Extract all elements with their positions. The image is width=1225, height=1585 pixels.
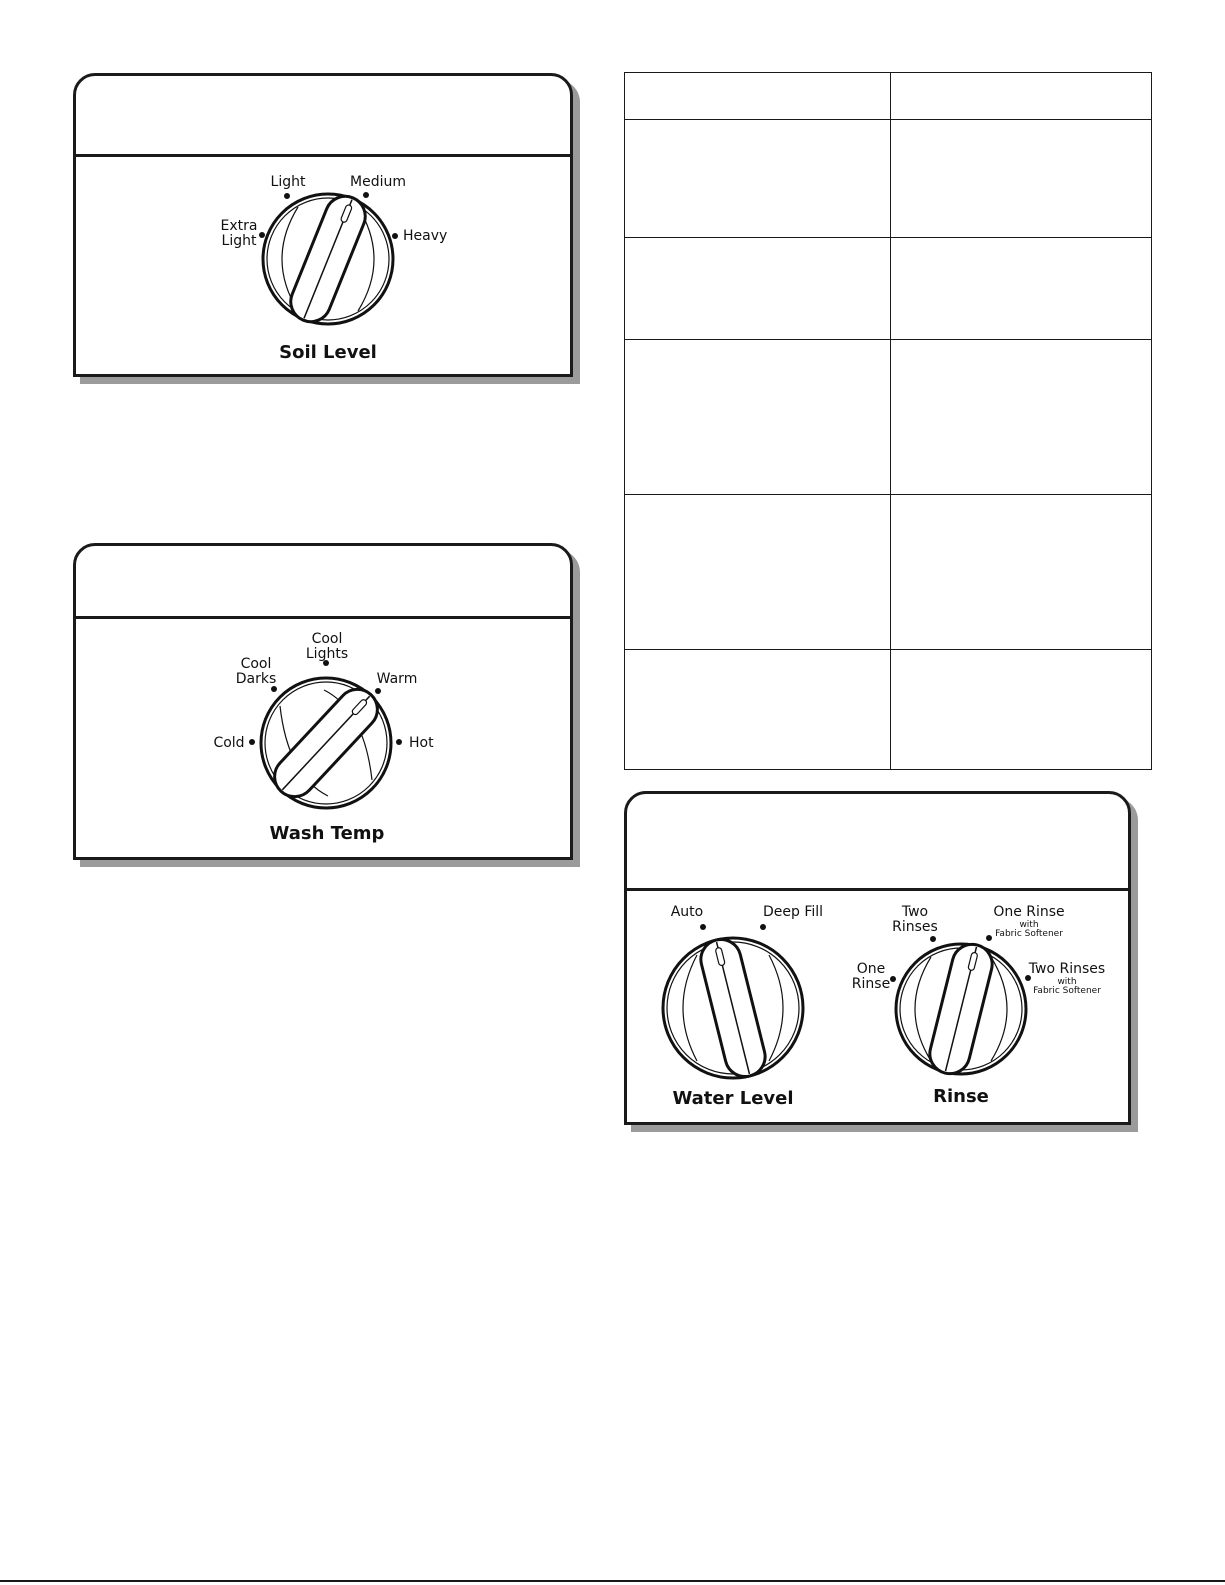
table-cell xyxy=(625,340,891,495)
option-hot: Hot xyxy=(409,735,434,751)
table-cell xyxy=(891,120,1152,238)
rinse-knob[interactable] xyxy=(896,940,1026,1078)
option-extra-light-2: Light xyxy=(221,233,257,249)
table-cell xyxy=(625,120,891,238)
option-extra-light-1: Extra xyxy=(220,218,258,234)
table-cell xyxy=(625,650,891,770)
option-cold: Cold xyxy=(213,735,245,751)
rinse-title: Rinse xyxy=(933,1086,989,1107)
wash-temp-knob[interactable] xyxy=(261,678,391,808)
soil-level-panel xyxy=(73,73,573,377)
soil-level-title: Soil Level xyxy=(279,342,377,363)
table-cell xyxy=(625,238,891,340)
table-cell xyxy=(625,73,891,120)
table-row xyxy=(625,340,1152,495)
table-row xyxy=(625,73,1152,120)
table-row xyxy=(625,238,1152,340)
option-one-rinse-2: Rinse xyxy=(851,976,891,992)
info-table xyxy=(624,72,1152,770)
option-deep-fill: Deep Fill xyxy=(762,904,824,920)
option-two-rinses-fs-3: Fabric Softener xyxy=(1033,986,1101,996)
option-two-rinses-fs-2: with xyxy=(1057,977,1077,987)
option-cool-lights-2: Lights xyxy=(305,646,349,662)
table-cell xyxy=(891,73,1152,120)
water-level-dots xyxy=(700,924,766,930)
table-cell xyxy=(891,650,1152,770)
option-cool-darks-2: Darks xyxy=(235,671,277,687)
table-cell xyxy=(891,340,1152,495)
option-one-rinse-fs-1: One Rinse xyxy=(993,904,1065,920)
option-auto: Auto xyxy=(670,904,704,920)
option-two-rinses-1: Two xyxy=(901,904,929,920)
soil-level-dial-graphic xyxy=(76,76,570,374)
table-row xyxy=(625,120,1152,238)
option-medium: Medium xyxy=(350,174,406,190)
table-row xyxy=(625,495,1152,650)
option-cool-lights-1: Cool xyxy=(311,631,343,647)
water-rinse-dial-graphic xyxy=(627,794,1128,1122)
option-warm: Warm xyxy=(376,671,418,687)
option-two-rinses-fs-1: Two Rinses xyxy=(1028,961,1106,977)
table-row xyxy=(625,650,1152,770)
water-rinse-panel xyxy=(624,791,1131,1125)
option-heavy: Heavy xyxy=(403,228,448,244)
option-one-rinse-fs-2: with xyxy=(1019,920,1039,930)
wash-temp-dial-graphic xyxy=(76,546,570,857)
wash-temp-panel xyxy=(73,543,573,860)
water-level-title: Water Level xyxy=(672,1088,794,1109)
table-cell xyxy=(625,495,891,650)
water-level-knob[interactable] xyxy=(663,935,803,1081)
page-bottom-rule xyxy=(0,1580,1225,1582)
option-two-rinses-2: Rinses xyxy=(892,919,938,935)
table-cell xyxy=(891,238,1152,340)
wash-temp-title: Wash Temp xyxy=(269,823,385,844)
soil-level-knob[interactable] xyxy=(263,190,393,327)
option-one-rinse-1: One xyxy=(856,961,886,977)
option-cool-darks-1: Cool xyxy=(240,656,272,672)
table-cell xyxy=(891,495,1152,650)
option-one-rinse-fs-3: Fabric Softener xyxy=(995,929,1063,939)
option-light: Light xyxy=(270,174,306,190)
